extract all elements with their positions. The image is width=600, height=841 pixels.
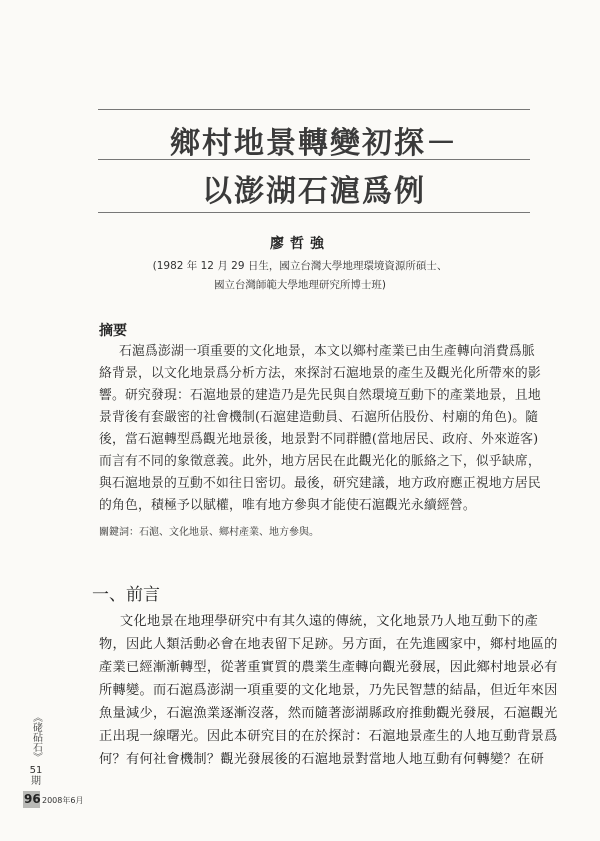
body-line: 所轉變。而石滬爲澎湖一項重要的文化地景，乃先民智慧的結晶，但近年來因 <box>99 683 558 698</box>
body-line: 文化地景在地理學研究中有其久遠的傳統，文化地景乃人地互動下的產 <box>120 614 539 629</box>
journal-issue: 51期 <box>29 765 43 787</box>
abstract-line: 絡背景，以文化地景爲分析方法，來探討石滬地景的產生及觀光化所帶來的影 <box>99 366 541 381</box>
section-heading: 一、前言 <box>92 585 160 605</box>
title-bottom-rule <box>98 212 530 213</box>
body-line: 物，因此人類活動必會在地表留下足跡。另方面，在先進國家中，鄉村地區的 <box>99 637 558 652</box>
abstract-line: 石滬爲澎湖一項重要的文化地景，本文以鄉村產業已由生產轉向消費爲脈 <box>119 344 535 359</box>
body-line: 魚量減少，石滬漁業逐漸沒落，然而隨著澎湖縣政府推動觀光發展，石滬觀光 <box>99 706 558 721</box>
article-title-line1: 鄉村地景轉變初探－ <box>170 126 458 161</box>
abstract-line: 後，當石滬轉型爲觀光地景後，地景對不同群體(當地居民、政府、外來遊客) <box>99 432 539 447</box>
article-title-line2: 以澎湖石滬爲例 <box>202 174 426 209</box>
issue-date: 2008年6月 <box>42 796 84 805</box>
title-top-rule <box>98 109 530 110</box>
author-name: 廖哲強 <box>270 236 330 252</box>
journal-name <box>29 712 43 787</box>
abstract-line: 響。研究發現：石滬地景的建造乃是先民與自然環境互動下的產業地景，且地 <box>99 388 541 403</box>
body-line: 產業已經漸漸轉型，從著重實質的農業生產轉向觀光發展，因此鄉村地景必有 <box>99 660 558 675</box>
abstract-line: 的角色，積極予以賦權，唯有地方參與才能使石滬觀光永續經營。 <box>99 498 476 513</box>
abstract-line: 而言有不同的象徵意義。此外，地方居民在此觀光化的脈絡之下，似乎缺席， <box>99 454 541 469</box>
title-middle-rule <box>98 159 530 160</box>
abstract-heading: 摘要 <box>99 323 127 339</box>
keywords: 關鍵詞：石滬、文化地景、鄉村產業、地方參與。 <box>99 527 319 538</box>
page-number: 96 <box>24 792 41 806</box>
author-affiliation-line1: (1982 年 12 月 29 日生，國立台灣大學地理環境資源所碩士、 <box>152 260 448 272</box>
body-line: 正出現一線曙光。因此本研究目的在於探討：石滬地景產生的人地互動背景爲 <box>99 729 558 744</box>
abstract-line: 景背後有套嚴密的社會機制(石滬建造動員、石滬所佔股份、村廟的角色)。隨 <box>99 410 539 425</box>
author-affiliation-line2: 國立台灣師範大學地理研究所博士班) <box>213 279 387 291</box>
abstract-line: 與石滬地景的互動不如往日密切。最後，研究建議，地方政府應正視地方居民 <box>99 476 541 491</box>
journal-name-text: 《硓砧石》 <box>30 712 42 762</box>
body-line: 何？有何社會機制？觀光發展後的石滬地景對當地人地互動有何轉變？在研 <box>99 752 545 767</box>
